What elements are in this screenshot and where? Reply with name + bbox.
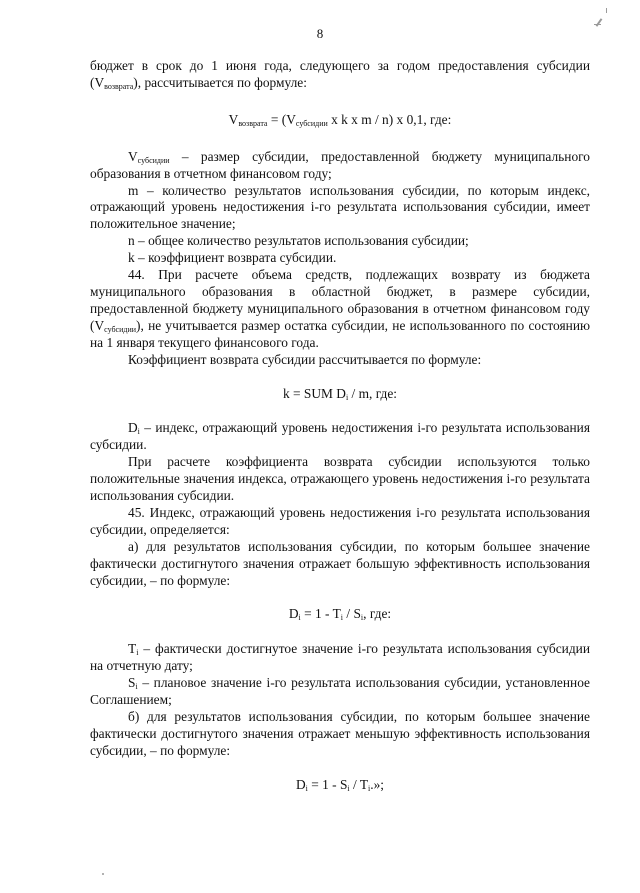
paragraph: б) для результатов использования субсидии, по которым большее значение фактически достигнутого значения отражает меньшую эффективность использования субсидии, – по формуле:	[90, 709, 590, 758]
page-number: 8	[316, 26, 324, 41]
formula-di-a: $D_i = 1 - T_i / S_i$, где:	[288, 606, 392, 623]
paragraph: При расчете коэффициента возврата субсидии используются только положительные значения индекса, отражающего уровень недостижения i-го результата использования субсидии.	[90, 454, 590, 504]
paragraph: $D_i$ – индекс, отражающий уровень недостижения i-го результата использования субсидии.	[90, 420, 590, 453]
formula-v-return: $V_{возврата} = (V_{субсидии}$ x k x m / n) x 0,1, где:	[228, 111, 452, 128]
formula-k: k = SUM $D_i$ / m, где:	[282, 385, 398, 402]
scan-mark	[594, 24, 601, 25]
formula-di-b: $D_i = 1 - S_i / T_i$.»;	[295, 776, 385, 793]
paragraph: 44. При расчете объема средств, подлежащих возврату из бюджета муниципального образования в областной бюджет, в размере субсидии, предоставленной бюджету муниципального образования в отчетном финансовом году $(V_{субсидии})$, не учитывается размер остатка субсидии, не использованного по состоянию на 1 января текущего финансового года.	[90, 267, 590, 350]
paragraph: m – количество результатов использования субсидии, по которым индекс, отражающий уровень недостижения i-го результата использования субсидии, имеет положительное значение;	[90, 182, 590, 232]
paragraph: $V_{субсидии}$ – размер субсидии, предоставленной бюджету муниципального образования в отчетном финансовом году;	[90, 148, 590, 181]
document-body	[90, 58, 590, 794]
paragraph: 45. Индекс, отражающий уровень недостижения i-го результата использования субсидии, определяется:	[90, 504, 590, 537]
paragraph: $S_i$ – плановое значение i-го результата использования субсидии, установленное Соглашением;	[90, 675, 590, 708]
scan-mark	[606, 8, 607, 13]
scan-mark	[102, 873, 104, 875]
paragraph: n – общее количество результатов использования субсидии;	[128, 233, 469, 249]
paragraph: а) для результатов использования субсидии, по которым большее значение фактически достигнутого значения отражает большую эффективность использования субсидии, – по формуле:	[90, 538, 590, 588]
paragraph: Коэффициент возврата субсидии рассчитывается по формуле:	[128, 351, 482, 367]
paragraph: бюджет в срок до 1 июня года, следующего за годом предоставления субсидии $(V_{возврата})$, рассчитывается по формуле:	[90, 58, 590, 91]
paragraph: k – коэффициент возврата субсидии.	[128, 250, 337, 266]
paragraph: $T_i$ – фактически достигнутое значение i-го результата использования субсидии на отчетную дату;	[90, 641, 590, 674]
